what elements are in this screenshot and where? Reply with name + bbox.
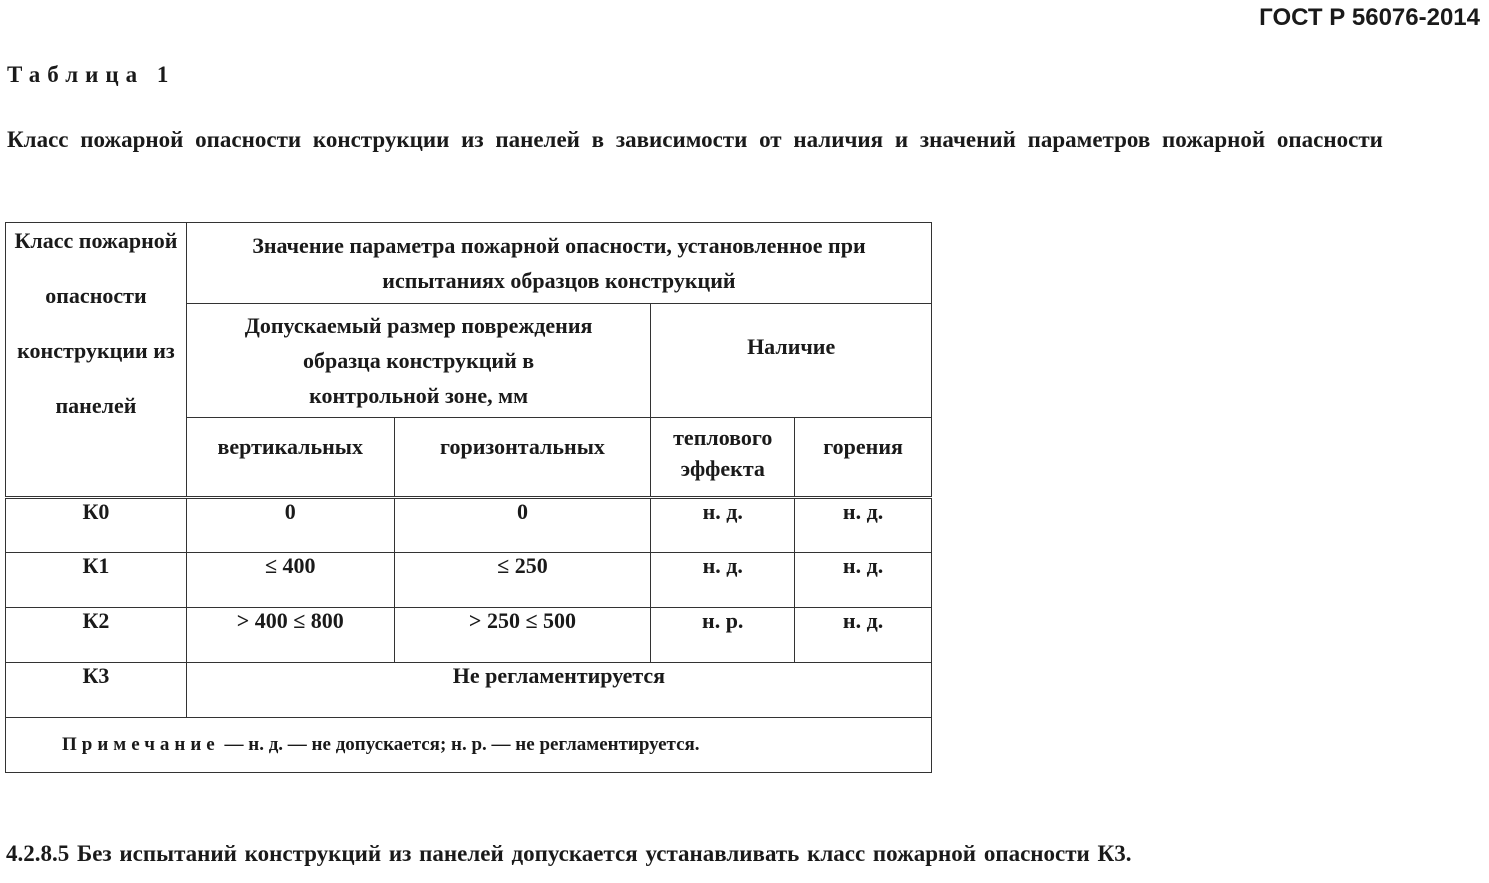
cell-thermal: н. д. <box>651 498 795 553</box>
header-class: Класс пожарной опасности конструкции из панелей <box>6 223 187 498</box>
header-burning: горения <box>795 418 932 498</box>
cell-horizontal: 0 <box>394 498 651 553</box>
cell-burning: н. д. <box>795 498 932 553</box>
cell-not-regulated: Не регламентируется <box>186 663 931 718</box>
fire-hazard-class-table <box>5 222 932 773</box>
header-damage-size: Допускаемый размер повреждения образца конструкций в контрольной зоне, мм <box>186 304 650 418</box>
cell-class: К2 <box>6 608 187 663</box>
cell-vertical: > 400 ≤ 800 <box>186 608 394 663</box>
cell-class: К3 <box>6 663 187 718</box>
table-row <box>6 553 932 608</box>
cell-class: К0 <box>6 498 187 553</box>
table-row <box>6 498 932 553</box>
cell-horizontal: ≤ 250 <box>394 553 651 608</box>
header-horizontal: горизонтальных <box>394 418 651 498</box>
cell-horizontal: > 250 ≤ 500 <box>394 608 651 663</box>
cell-class: К1 <box>6 553 187 608</box>
paragraph-4-2-8-5: 4.2.8.5 Без испытаний конструкций из панелей допускается устанавливать класс пожарной опасности К3. <box>6 841 1132 866</box>
table-label: Таблица 1 <box>7 62 176 87</box>
header-param-value: Значение параметра пожарной опасности, установленное при испытаниях образцов конструкций <box>186 223 931 304</box>
cell-thermal: н. р. <box>651 608 795 663</box>
note-label: Примечание <box>62 734 220 755</box>
cell-burning: н. д. <box>795 553 932 608</box>
cell-vertical: 0 <box>186 498 394 553</box>
standard-number: ГОСТ Р 56076-2014 <box>1259 4 1480 31</box>
table-note <box>6 718 932 773</box>
table-note-row <box>6 718 932 773</box>
header-presence: Наличие <box>651 304 932 418</box>
cell-burning: н. д. <box>795 608 932 663</box>
table-row <box>6 663 932 718</box>
header-vertical: вертикальных <box>186 418 394 498</box>
table-caption: Класс пожарной опасности конструкции из панелей в зависимости от наличия и значений параметров пожарной опасности <box>7 127 1383 152</box>
note-text: — н. д. — не допускается; н. р. — не регламентируется. <box>219 734 700 755</box>
table-row <box>6 608 932 663</box>
cell-vertical: ≤ 400 <box>186 553 394 608</box>
cell-thermal: н. д. <box>651 553 795 608</box>
header-thermal: теплового эффекта <box>651 418 795 498</box>
